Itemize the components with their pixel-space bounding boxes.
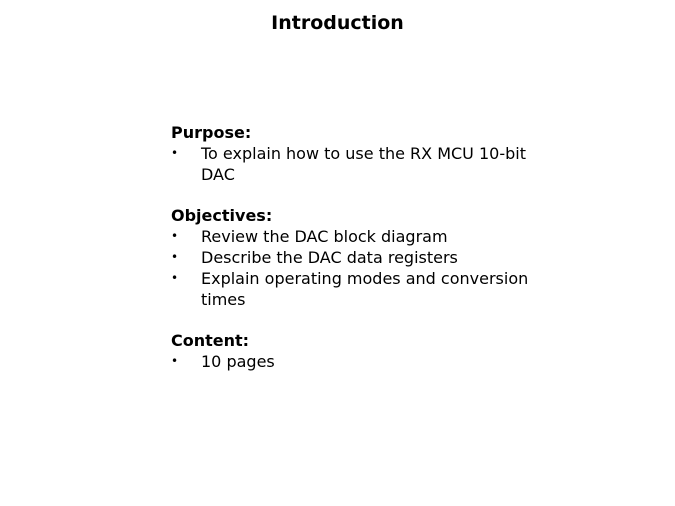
list-item-text: Review the DAC block diagram <box>201 227 448 246</box>
slide-content <box>171 122 531 372</box>
content-list <box>171 351 531 372</box>
list-item <box>171 247 531 268</box>
list-item-text: Explain operating modes and conversion times <box>201 269 529 309</box>
bullet-icon: • <box>171 354 179 368</box>
bullet-icon: • <box>171 250 179 264</box>
content-section <box>171 330 531 372</box>
list-item <box>171 268 531 310</box>
section-heading-content: Content: <box>171 331 250 350</box>
list-item-text: To explain how to use the RX MCU 10-bit DAC <box>201 144 526 184</box>
purpose-list <box>171 143 531 185</box>
section-heading-objectives: Objectives: <box>171 206 273 225</box>
slide-title: Introduction <box>271 12 404 34</box>
bullet-icon: • <box>171 271 179 285</box>
bullet-icon: • <box>171 229 179 243</box>
list-item <box>171 351 531 372</box>
section-heading-purpose: Purpose: <box>171 123 252 142</box>
bullet-icon: • <box>171 146 179 160</box>
purpose-section <box>171 122 531 185</box>
objectives-section <box>171 205 531 310</box>
list-item-text: 10 pages <box>201 352 275 371</box>
objectives-list <box>171 226 531 310</box>
list-item <box>171 143 531 185</box>
list-item-text: Describe the DAC data registers <box>201 248 458 267</box>
list-item <box>171 226 531 247</box>
